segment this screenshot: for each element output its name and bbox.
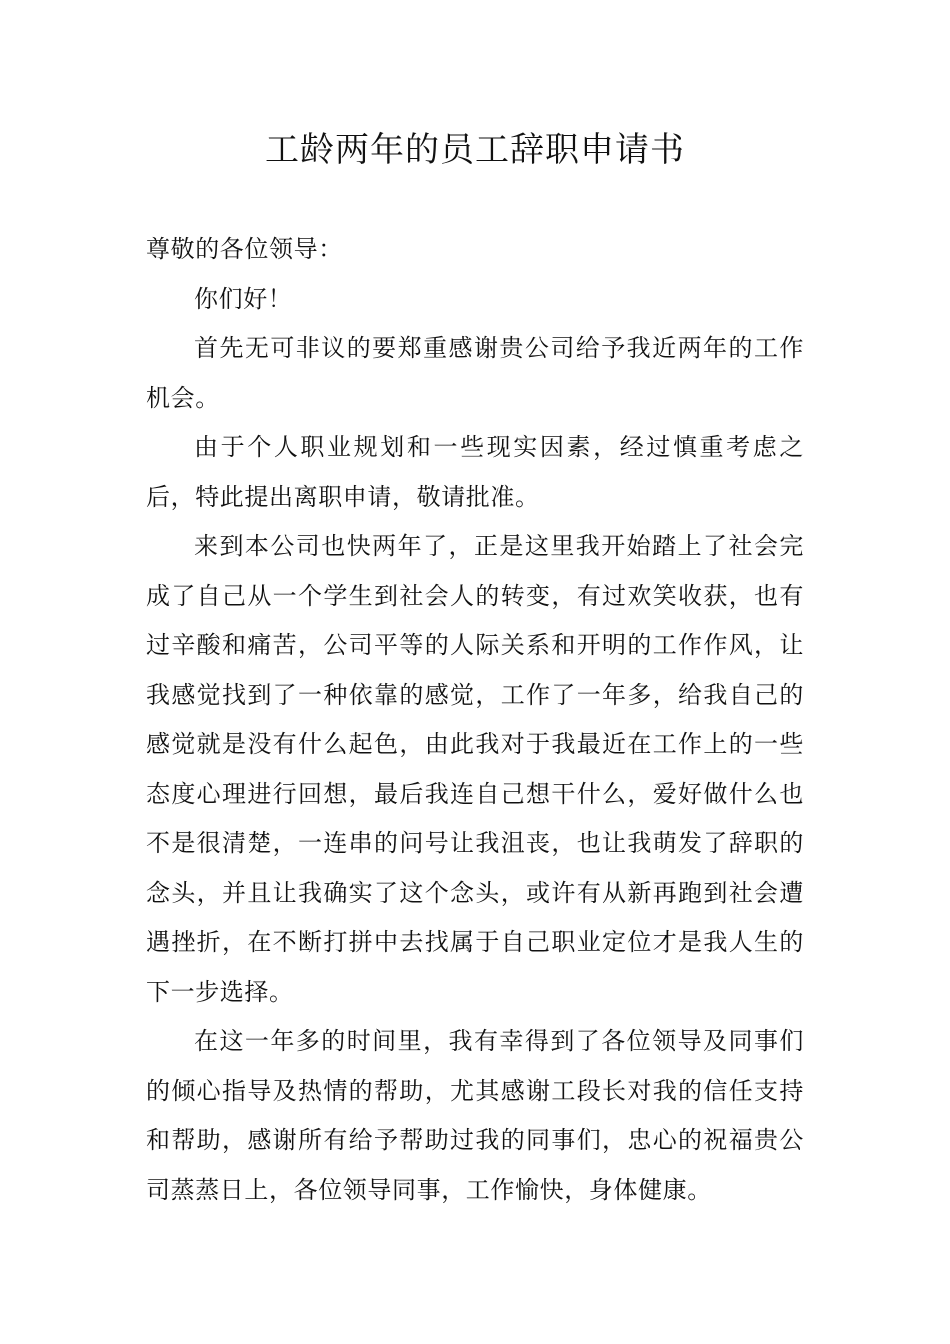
document-body [146, 225, 804, 1215]
paragraph-gratitude: 在这一年多的时间里，我有幸得到了各位领导及同事们的倾心指导及热情的帮助，尤其感谢工段长对我的信任支持和帮助，感谢所有给予帮助过我的同事们，忠心的祝福贵公司蒸蒸日上，各位领导同事，工作愉快，身体健康。 [146, 1027, 804, 1204]
paragraph-reasons: 来到本公司也快两年了，正是这里我开始踏上了社会完成了自己从一个学生到社会人的转变，有过欢笑收获，也有过辛酸和痛苦，公司平等的人际关系和开明的工作作风，让我感觉找到了一种依靠的感觉，工作了一年多，给我自己的感觉就是没有什么起色，由此我对于我最近在工作上的一些态度心理进行回想，最后我连自己想干什么，爱好做什么也不是很清楚，一连串的问号让我沮丧，也让我萌发了辞职的念头，并且让我确实了这个念头，或许有从新再跑到社会遭遇挫折，在不断打拼中去找属于自己职业定位才是我人生的下一步选择。 [146, 532, 804, 1006]
paragraph-resignation-request: 由于个人职业规划和一些现实因素，经过慎重考虑之后，特此提出离职申请，敬请批准。 [146, 433, 804, 511]
paragraph-thanks: 首先无可非议的要郑重感谢贵公司给予我近两年的工作机会。 [146, 334, 804, 412]
paragraph-greeting: 你们好！ [194, 284, 293, 313]
salutation: 尊敬的各位领导： [146, 235, 343, 263]
document-title: 工龄两年的员工辞职申请书 [265, 130, 685, 170]
